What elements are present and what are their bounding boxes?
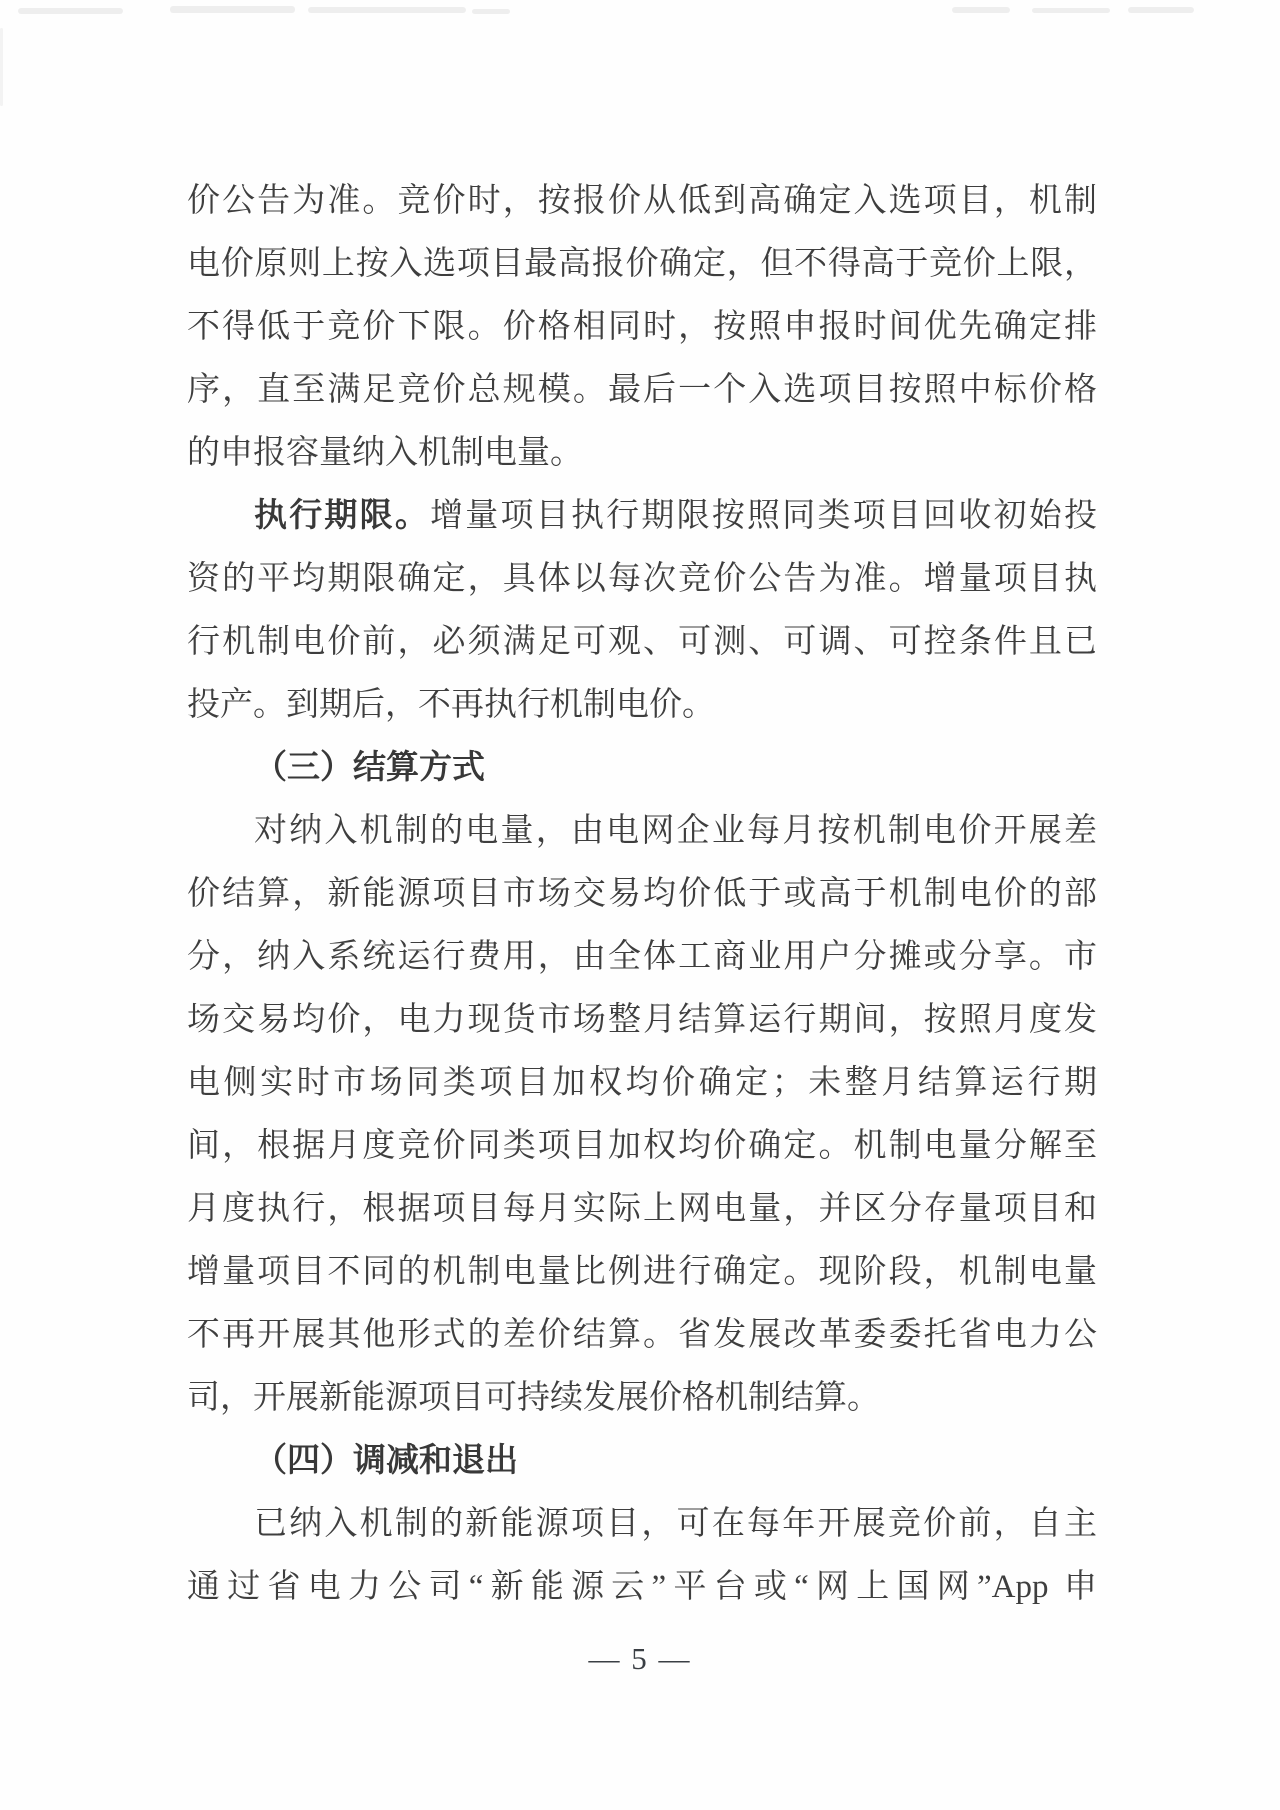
line-text: 电价原则上按入选项目最高报价确定，但不得高于竞价上限， (187, 246, 1097, 282)
scan-artifact (308, 7, 466, 13)
line-text: 的申报容量纳入机制电量。 (187, 435, 583, 471)
line-text: 价公告为准。竞价时，按报价从低到高确定入选项目，机制 (187, 183, 1097, 219)
line-text: 序，直至满足竞价总规模。最后一个入选项目按照中标价格 (187, 372, 1097, 408)
body-line (187, 1241, 1097, 1304)
body-line (187, 422, 1097, 485)
line-text: 已纳入机制的新能源项目，可在每年开展竞价前，自主 (254, 1506, 1097, 1542)
body-line (187, 1115, 1097, 1178)
scan-artifact (952, 7, 1010, 13)
line-text: 增量项目不同的机制电量比例进行确定。现阶段，机制电量 (187, 1254, 1097, 1290)
body-line (187, 926, 1097, 989)
body-line (187, 233, 1097, 296)
line-text: 增量项目执行期限按照同类项目回收初始投 (430, 498, 1098, 534)
scan-artifact (1032, 8, 1110, 13)
body-line (187, 674, 1097, 737)
page-number: — 5 — (588, 1641, 692, 1676)
body-line (187, 863, 1097, 926)
body-line (187, 485, 1097, 548)
body-line (187, 1052, 1097, 1115)
body-line (187, 1493, 1097, 1556)
line-text: 间，根据月度竞价同类项目加权均价确定。机制电量分解至 (187, 1128, 1097, 1164)
heading-text: （三）结算方式 (254, 750, 485, 786)
line-text: 场交易均价，电力现货市场整月结算运行期间，按照月度发 (187, 1002, 1097, 1038)
line-text: 通过省电力公司“新能源云”平台或“网上国网”App 申 (187, 1569, 1097, 1605)
scan-artifact (1128, 7, 1194, 13)
body-line (187, 359, 1097, 422)
line-text: 行机制电价前，必须满足可观、可测、可调、可控条件且已 (187, 624, 1097, 660)
line-text: 司，开展新能源项目可持续发展价格机制结算。 (187, 1380, 880, 1416)
line-text: 投产。到期后，不再执行机制电价。 (187, 687, 715, 723)
body-line (187, 1556, 1097, 1619)
line-text: 月度执行，根据项目每月实际上网电量，并区分存量项目和 (187, 1191, 1097, 1227)
heading-text: （四）调减和退出 (254, 1443, 518, 1479)
body-line (187, 1304, 1097, 1367)
section-heading (187, 737, 1097, 800)
body-line (187, 800, 1097, 863)
body-line (187, 611, 1097, 674)
body-line (187, 1367, 1097, 1430)
scan-artifact (0, 28, 3, 106)
scan-artifact (18, 8, 123, 14)
line-text: 电侧实时市场同类项目加权均价确定；未整月结算运行期 (187, 1065, 1097, 1101)
run-in-heading: 执行期限。 (254, 498, 431, 534)
body-line (187, 548, 1097, 611)
body-line (187, 1178, 1097, 1241)
section-heading (187, 1430, 1097, 1493)
scan-artifact (472, 9, 510, 14)
body-text (187, 170, 1097, 1619)
line-text: 资的平均期限确定，具体以每次竞价公告为准。增量项目执 (187, 561, 1097, 597)
scan-artifact (170, 6, 295, 13)
line-text: 对纳入机制的电量，由电网企业每月按机制电价开展差 (254, 813, 1097, 849)
line-text: 不再开展其他形式的差价结算。省发展改革委委托省电力公 (187, 1317, 1097, 1353)
body-line (187, 170, 1097, 233)
line-text: 价结算，新能源项目市场交易均价低于或高于机制电价的部 (187, 876, 1097, 912)
body-line (187, 296, 1097, 359)
line-text: 分，纳入系统运行费用，由全体工商业用户分摊或分享。市 (187, 939, 1097, 975)
body-line (187, 989, 1097, 1052)
line-text: 不得低于竞价下限。价格相同时，按照申报时间优先确定排 (187, 309, 1097, 345)
